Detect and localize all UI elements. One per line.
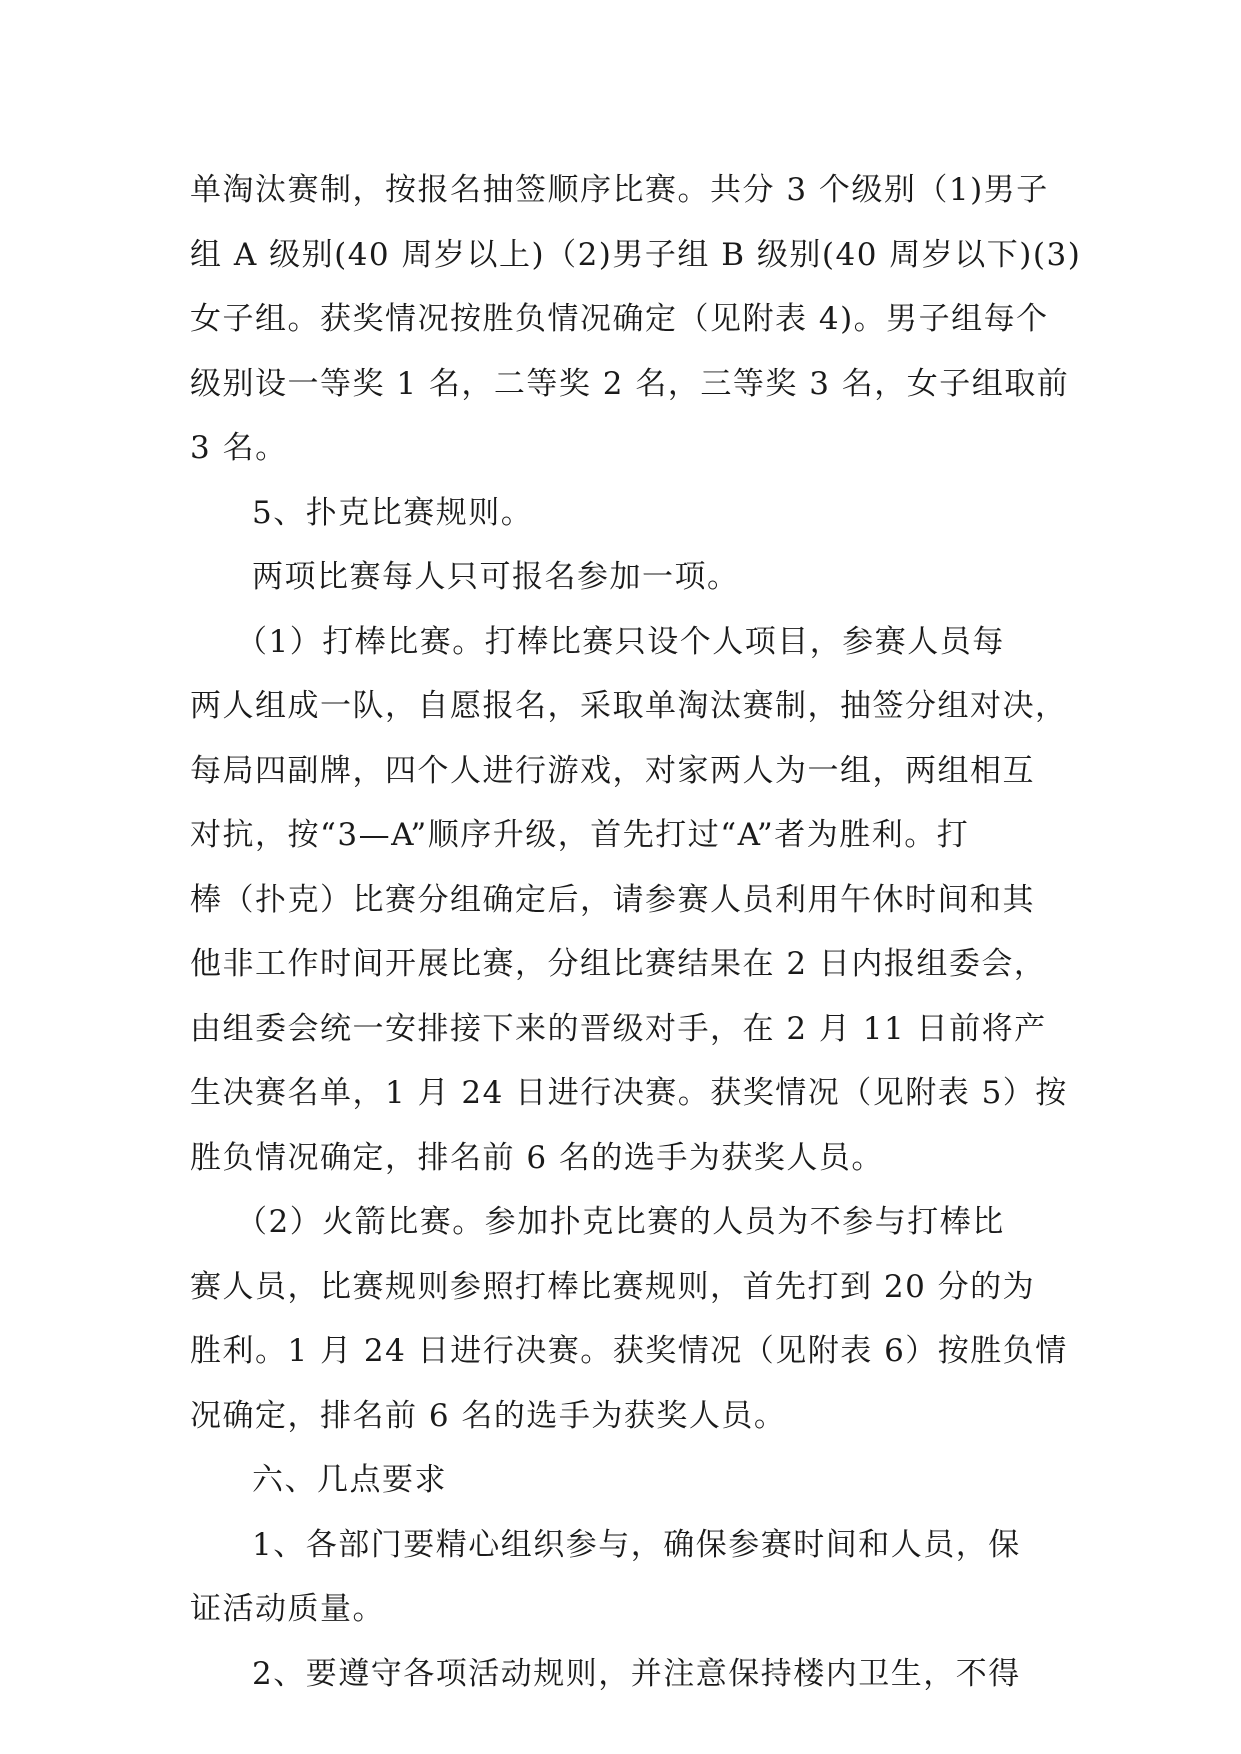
text-line: 3 名。: [190, 430, 288, 466]
text-line: 级别设一等奖 1 名，二等奖 2 名，三等奖 3 名，女子组取前: [190, 365, 1070, 402]
text-line: 赛人员，比赛规则参照打棒比赛规则，首先打到 20 分的为: [190, 1268, 1036, 1305]
text-line: 两人组成一队，自愿报名，采取单淘汰赛制，抽签分组对决，: [190, 688, 1068, 724]
text-line: 生决赛名单，1 月 24 日进行决赛。获奖情况（见附表 5）按: [190, 1075, 1068, 1111]
text-line: 对抗，按“3—A”顺序升级，首先打过“A”者为胜利。打: [190, 817, 970, 853]
text-line: 况确定，排名前 6 名的选手为获奖人员。: [190, 1397, 787, 1434]
subsection-heading: （1）打棒比赛。打棒比赛只设个人项目，参赛人员每: [236, 623, 1005, 660]
subsection-heading: （2）火箭比赛。参加扑克比赛的人员为不参与打棒比: [236, 1204, 1005, 1240]
text-line: 他非工作时间开展比赛，分组比赛结果在 2 日内报组委会，: [190, 946, 1047, 982]
section-heading: 5、扑克比赛规则。: [252, 494, 534, 531]
text-line: 胜负情况确定，排名前 6 名的选手为获奖人员。: [190, 1139, 884, 1176]
text-line: 两项比赛每人只可报名参加一项。: [252, 559, 740, 595]
text-line: 2、要遵守各项活动规则，并注意保持楼内卫生，不得: [252, 1655, 1021, 1692]
body-text: [190, 158, 1082, 1706]
text-line: 证活动质量。: [190, 1591, 385, 1627]
text-line: 由组委会统一安排接下来的晋级对手，在 2 月 11 日前将产: [190, 1010, 1047, 1047]
text-line: 1、各部门要精心组织参与，确保参赛时间和人员，保: [252, 1526, 1021, 1563]
text-line: 组 A 级别(40 周岁以上)（2)男子组 B 级别(40 周岁以下)(3): [190, 236, 1082, 273]
text-line: 胜利。1 月 24 日进行决赛。获奖情况（见附表 6）按胜负情: [190, 1333, 1068, 1369]
text-line: 棒（扑克）比赛分组确定后，请参赛人员利用午休时间和其: [190, 881, 1035, 918]
text-line: 单淘汰赛制，按报名抽签顺序比赛。共分 3 个级别（1)男子: [190, 172, 1049, 208]
section-heading: 六、几点要求: [252, 1462, 447, 1498]
text-line: 女子组。获奖情况按胜负情况确定（见附表 4)。男子组每个: [190, 301, 1049, 337]
text-line: 每局四副牌，四个人进行游戏，对家两人为一组，两组相互: [190, 752, 1035, 789]
